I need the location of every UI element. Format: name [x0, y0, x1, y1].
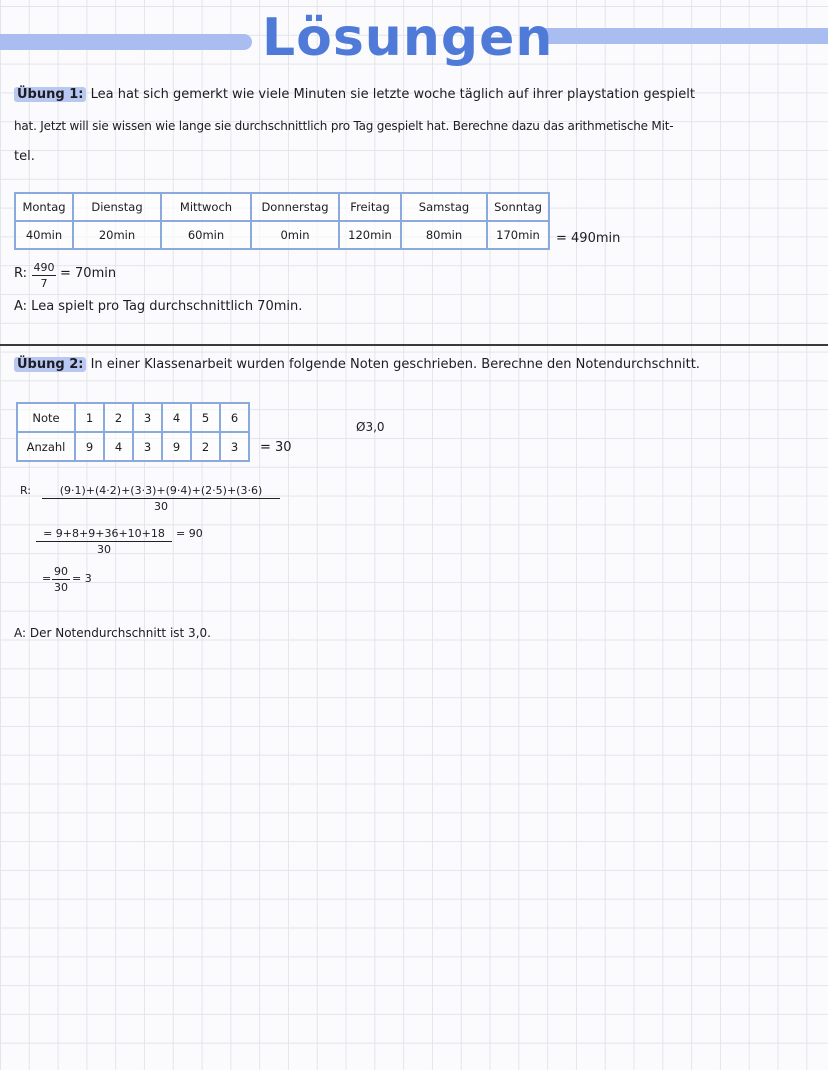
exercise1-calc-result: = 70min: [60, 266, 117, 281]
step1-numerator: (9·1)+(4·2)+(3·3)+(9·4)+(2·5)+(3·6): [59, 484, 263, 497]
counts-total: = 30: [260, 440, 292, 455]
grade-cell: 4: [162, 403, 191, 432]
count-cell: 3: [133, 432, 162, 461]
grades-header-cell: Note: [17, 403, 75, 432]
step3-numerator: 90: [54, 565, 68, 578]
minutes-cell: 20min: [73, 221, 161, 249]
day-cell: Donnerstag: [251, 193, 339, 221]
fraction-denominator: 7: [40, 277, 48, 290]
days-row: [15, 193, 549, 221]
step2-result: = 90: [176, 527, 203, 540]
minutes-cell: 0min: [251, 221, 339, 249]
grade-cell: 1: [75, 403, 104, 432]
counts-row: [17, 432, 249, 461]
count-cell: 9: [75, 432, 104, 461]
grade-cell: 5: [191, 403, 220, 432]
exercise2-label: Übung 2:: [14, 357, 86, 372]
minutes-cell: 170min: [487, 221, 549, 249]
day-cell: Sonntag: [487, 193, 549, 221]
step2-numerator: = 9+8+9+36+10+18: [43, 527, 165, 540]
minutes-cell: 60min: [161, 221, 251, 249]
minutes-table: [14, 192, 550, 250]
day-cell: Mittwoch: [161, 193, 251, 221]
grade-cell: 2: [104, 403, 133, 432]
minutes-cell: 120min: [339, 221, 401, 249]
title-highlight-right: [538, 28, 828, 44]
section-divider: [0, 344, 828, 346]
step3-result: = 3: [72, 572, 92, 585]
day-cell: Montag: [15, 193, 73, 221]
fraction-line: [36, 541, 172, 542]
exercise2-step3-fraction: [52, 565, 70, 594]
counts-header-cell: Anzahl: [17, 432, 75, 461]
grade-cell: 6: [220, 403, 249, 432]
exercise1-fraction: [32, 261, 56, 290]
exercise2-text: In einer Klassenarbeit wurden folgende Noten geschrieben. Berechne den Notendurchschnitt.: [90, 357, 700, 372]
count-cell: 4: [104, 432, 133, 461]
step1-denominator: 30: [154, 500, 168, 513]
exercise2-line: [14, 356, 700, 374]
grades-table: [16, 402, 250, 462]
exercise1-text-1: Lea hat sich gemerkt wie viele Minuten sie letzte woche täglich auf ihrer playstation gespielt: [90, 87, 695, 102]
fraction-line: [42, 498, 280, 499]
minutes-cell: 40min: [15, 221, 73, 249]
title-highlight-left: [0, 34, 252, 50]
day-cell: Dienstag: [73, 193, 161, 221]
grade-cell: 3: [133, 403, 162, 432]
exercise1-line2: hat. Jetzt will sie wissen wie lange sie durchschnittlich pro Tag gespielt hat. Berechne dazu das arithmetische Mit-: [14, 119, 674, 133]
minutes-cell: 80min: [401, 221, 487, 249]
minutes-row: [15, 221, 549, 249]
average-side-note: Ø3,0: [356, 420, 385, 434]
day-cell: Samstag: [401, 193, 487, 221]
exercise2-answer: A: Der Notendurchschnitt ist 3,0.: [14, 626, 211, 640]
exercise1-label: Übung 1:: [14, 87, 86, 102]
exercise2-calc-prefix: R:: [20, 484, 32, 497]
exercise2-step1-fraction: [42, 484, 280, 513]
count-cell: 9: [162, 432, 191, 461]
grades-row: [17, 403, 249, 432]
day-cell: Freitag: [339, 193, 401, 221]
exercise1-line3: tel.: [14, 149, 35, 164]
exercise1-line1: [14, 86, 695, 104]
step3-prefix: =: [42, 572, 52, 585]
page-title: Lösungen: [262, 8, 554, 68]
count-cell: 2: [191, 432, 220, 461]
fraction-numerator: 490: [33, 261, 55, 274]
fraction-line: [52, 579, 70, 580]
step3-denominator: 30: [54, 581, 68, 594]
exercise2-step2-fraction: [36, 527, 172, 556]
exercise1-calc-prefix: R:: [14, 266, 28, 281]
minutes-total: = 490min: [556, 231, 621, 246]
exercise1-answer: A: Lea spielt pro Tag durchschnittlich 70min.: [14, 299, 303, 314]
step2-denominator: 30: [97, 543, 111, 556]
fraction-line: [32, 275, 56, 276]
count-cell: 3: [220, 432, 249, 461]
